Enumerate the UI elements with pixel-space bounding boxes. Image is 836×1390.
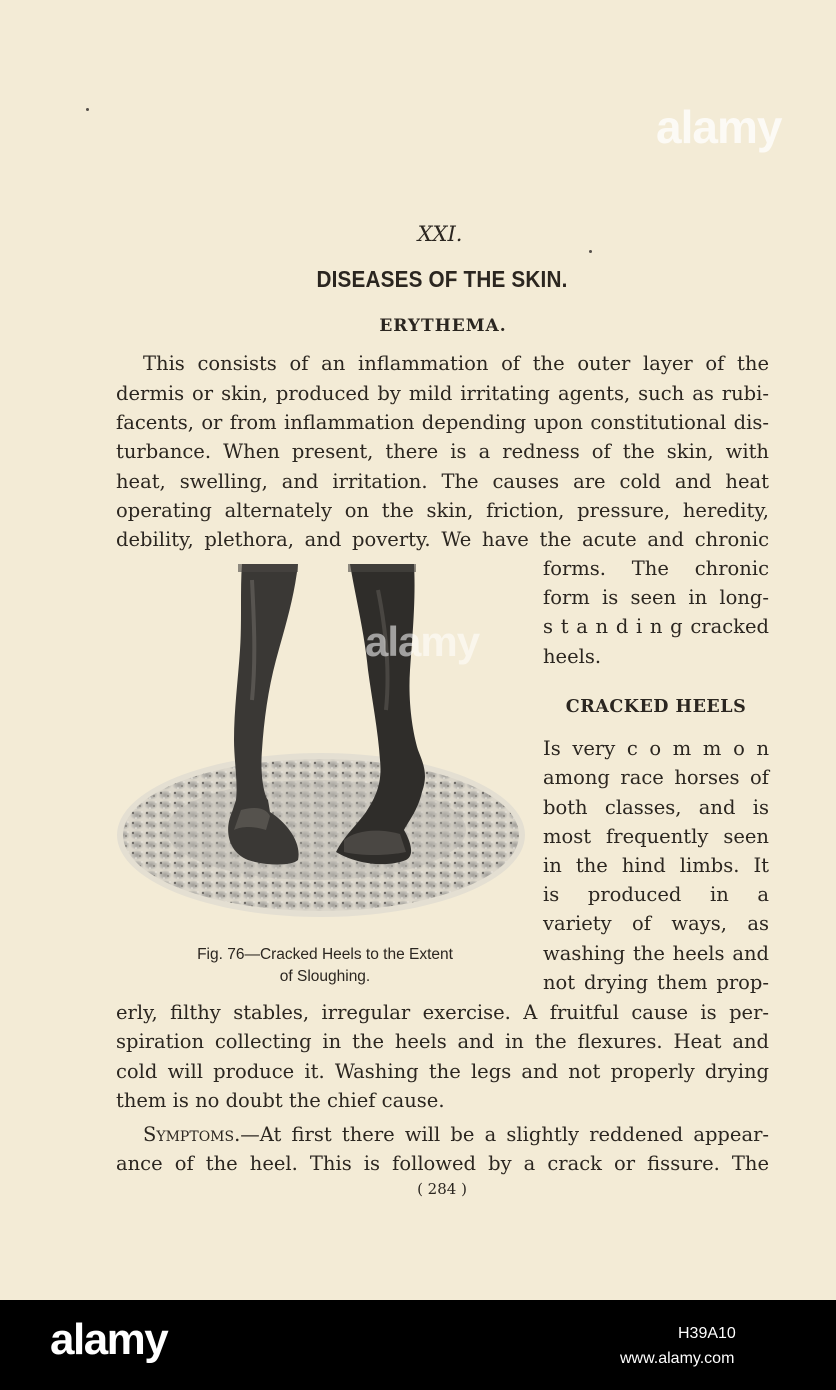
image-id: H39A10	[678, 1325, 736, 1342]
text-line: heat, swelling, and irritation. The causes are cold and heat	[116, 470, 769, 493]
paper-speck	[589, 250, 592, 253]
figure-horse-legs	[116, 560, 528, 930]
text-line: operating alternately on the skin, friction, pressure, heredity,	[116, 499, 769, 522]
text-line: debility, plethora, and poverty. We have the acute and chronic	[116, 528, 769, 551]
text-line: is produced in a	[543, 883, 769, 906]
text-line: s t a n d i n g cracked	[543, 615, 769, 638]
text-line: turbance. When present, there is a redness of the skin, with	[116, 440, 769, 463]
text-line: cold will produce it. Washing the legs and not properly drying	[116, 1060, 769, 1083]
text-line: This consists of an inflammation of the outer layer of the	[143, 352, 769, 375]
symptoms-label: Symptoms.	[143, 1123, 241, 1146]
text-line: in the hind limbs. It	[543, 854, 769, 877]
chapter-title: DISEASES OF THE SKIN.	[316, 266, 568, 292]
caption-line: Fig. 76—Cracked Heels to the Extent	[197, 946, 453, 963]
text-line: them is no doubt the chief cause.	[116, 1089, 445, 1112]
watermark-logo: alamy	[656, 101, 782, 153]
text-line: washing the heels and	[543, 942, 769, 965]
text-line: among race horses of	[543, 766, 769, 789]
text-line: variety of ways, as	[543, 912, 769, 935]
watermark-logo: alamy	[365, 618, 480, 665]
text-line: forms. The chronic	[543, 557, 769, 580]
text-line: not drying them prop-	[543, 971, 769, 994]
text-line: ance of the heel. This is followed by a crack or fissure. The	[116, 1152, 769, 1175]
text-line: form is seen in long-	[543, 586, 769, 609]
paper-speck	[86, 108, 89, 111]
text-line: heels.	[543, 645, 602, 668]
caption-line: of Sloughing.	[279, 968, 371, 985]
page-number: ( 284 )	[417, 1180, 467, 1198]
figure-caption	[140, 944, 510, 988]
symptoms-text: —At first there will be a slightly reddened appear-	[240, 1123, 769, 1146]
text-line: facents, or from inflammation depending upon constitutional dis-	[116, 411, 769, 434]
text-line: erly, filthy stables, irregular exercise. A fruitful cause is per-	[116, 1001, 769, 1024]
text-line: Is very c o m m o n	[543, 737, 769, 760]
footer-url: www.alamy.com	[620, 1350, 735, 1367]
symptoms-line	[143, 1125, 769, 1145]
section-title-cracked-heels: CRACKED HEELS	[565, 697, 747, 717]
text-line: dermis or skin, produced by mild irritating agents, such as rubi-	[116, 382, 769, 405]
chapter-number: XXI.	[417, 222, 463, 246]
text-line: spiration collecting in the heels and in the flexures. Heat and	[116, 1030, 769, 1053]
text-line: most frequently seen	[543, 825, 769, 848]
text-line: both classes, and is	[543, 796, 769, 819]
footer-logo: alamy	[50, 1315, 168, 1364]
section-title-erythema: ERYTHEMA.	[379, 316, 507, 336]
